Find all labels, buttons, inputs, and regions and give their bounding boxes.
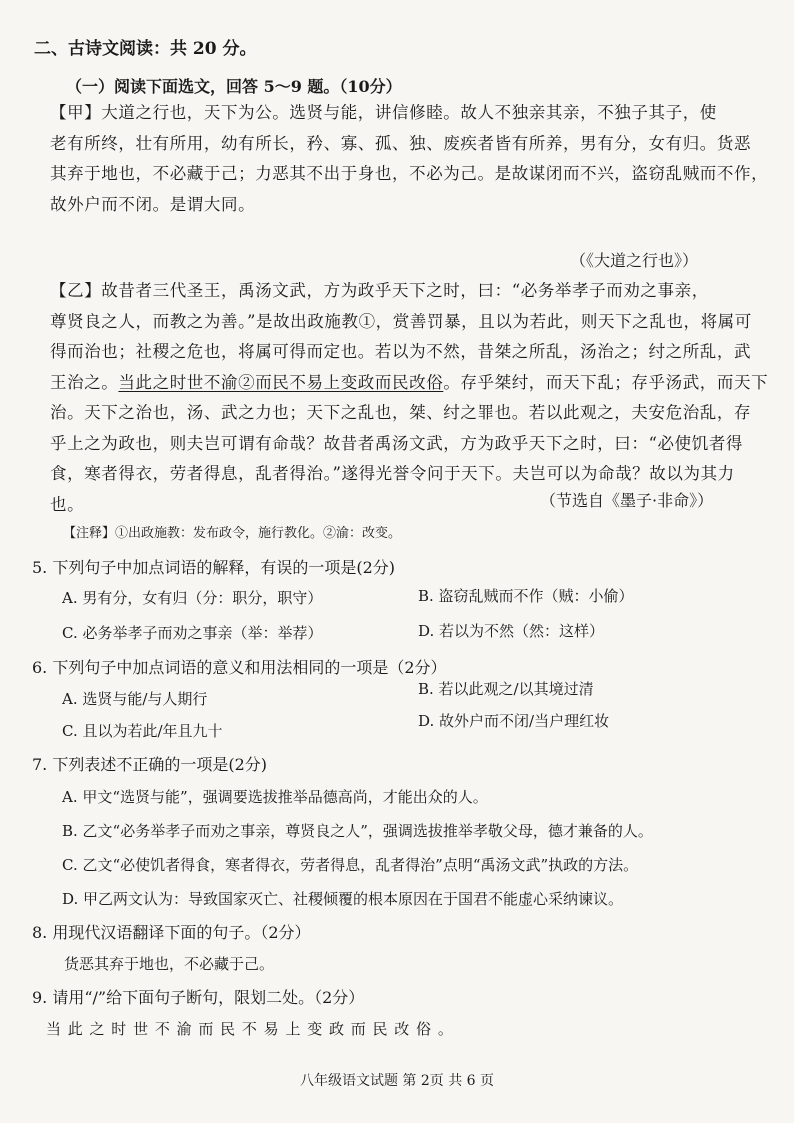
- q7-option-c: C. 乙文“必使饥者得食，寒者得衣，劳者得息，乱者得治”点明“禹汤文武”执政的方法。: [62, 856, 639, 874]
- q7-option-b: B. 乙文“必务举孝子而劝之事亲，尊贤良之人”，强调选拔推举孝敬父母，德才兼备的人。: [62, 822, 653, 840]
- passage-jia: [50, 98, 769, 220]
- q6-option-c: C. 且以为若此/年且九十: [62, 722, 223, 740]
- question-7-stem: 7. 下列表述不正确的一项是(2分): [32, 755, 268, 774]
- q5-option-c: C. 必务举孝子而劝之事亲（举：举荐）: [62, 624, 323, 642]
- question-5-stem: 5. 下列句子中加点词语的解释，有误的一项是(2分): [32, 558, 396, 577]
- q6-option-b: B. 若以此观之/以其境过清: [418, 680, 594, 698]
- page-footer: 八年级语文试题 第 2页 共 6 页: [299, 1073, 495, 1089]
- yi-line: 尊贤良之人，而教之为善。”是故出政施教①，赏善罚暴，且以为若此，则天下之乱也，将属可: [50, 311, 752, 331]
- q5-option-a: A. 男有分，女有归（分：职分，职守）: [62, 589, 323, 607]
- yi-line: [50, 368, 769, 399]
- q6-option-a: A. 选贤与能/与人期行: [62, 690, 208, 708]
- yi-line: 食，寒者得衣，劳者得息，乱者得治。”遂得光誉令问于天下。夫岂可以为命哉？故以为其力: [50, 464, 735, 483]
- subsection-title: （一）阅读下面选文，回答 5～9 题。（10分）: [66, 77, 402, 96]
- yi-line: 得而治也；社稷之危也，将属可得而定也。若以为不然，昔桀之所乱，汤治之；纣之所乱，武: [50, 342, 752, 361]
- q5-option-d: D. 若以为不然（然：这样）: [418, 622, 605, 640]
- yi-line-part: 王治之。: [50, 372, 119, 392]
- yi-line: 治。天下之治也，汤、武之力也；天下之乱也，桀、纣之罪也。若以此观之，夫安危治乱，存: [50, 403, 752, 422]
- passage-yi: [50, 276, 769, 520]
- q8-sentence: 货恶其弃于地也，不必藏于己。: [64, 955, 275, 973]
- yi-line: 【乙】故昔者三代圣王，禹汤文武，方为政乎天下之时，曰：“必务举孝子而劝之事亲，: [50, 281, 709, 300]
- q5-option-b: B. 盗窃乱贼而不作（贼：小偷）: [418, 587, 634, 605]
- yi-source: （节选自《墨子·非命》）: [540, 491, 714, 510]
- question-6-stem: 6. 下列句子中加点词语的意义和用法相同的一项是（2分）: [32, 658, 447, 677]
- yi-line-part: 。存乎桀纣，而天下乱；存乎汤武，而天下: [443, 372, 769, 392]
- q7-option-a: A. 甲文“选贤与能”，强调要选拔推举品德高尚，才能出众的人。: [62, 788, 488, 806]
- section-title: 二、古诗文阅读：共 20 分。: [34, 39, 257, 59]
- q9-sentence: 当 此 之 时 世 不 渝 而 民 不 易 上 变 政 而 民 改 俗 。: [46, 1020, 454, 1038]
- annotation-note: 【注释】①出政施教：发布政令，施行教化。②渝：改变。: [63, 526, 402, 541]
- jia-line: 其弃于地也，不必藏于己；力恶其不出于身也，不必为己。是故谋闭而不兴，盗窃乱贼而不作，: [50, 164, 769, 183]
- jia-line: 【甲】大道之行也，天下为公。选贤与能，讲信修睦。故人不独亲其亲，不独子其子，使: [50, 103, 717, 122]
- question-9-stem: 9. 请用“/”给下面句子断句，限划二处。（2分）: [32, 988, 365, 1007]
- yi-line: 乎上之为政也，则夫岂可谓有命哉？故昔者禹汤文武，方为政乎天下之时，曰：“必使饥者得: [50, 433, 744, 453]
- jia-line: 故外户而不闭。是谓大同。: [50, 194, 256, 214]
- jia-line: 老有所终，壮有所用，幼有所长，矜、寡、孤、独、废疾者皆有所养，男有分，女有归。货恶: [50, 133, 752, 153]
- q6-option-d: D. 故外户而不闭/当户理红妆: [418, 712, 610, 730]
- q7-option-d: D. 甲乙两文认为：导致国家灭亡、社稷倾覆的根本原因在于国君不能虚心采纳谏议。: [62, 890, 624, 908]
- yi-line: 也。: [50, 494, 85, 514]
- jia-source: （《大道之行也》）: [570, 251, 699, 270]
- question-8-stem: 8. 用现代汉语翻译下面的句子。（2分）: [32, 923, 311, 942]
- underlined-sentence: 当此之时世不渝②而民不易上变政而民改俗: [118, 372, 444, 392]
